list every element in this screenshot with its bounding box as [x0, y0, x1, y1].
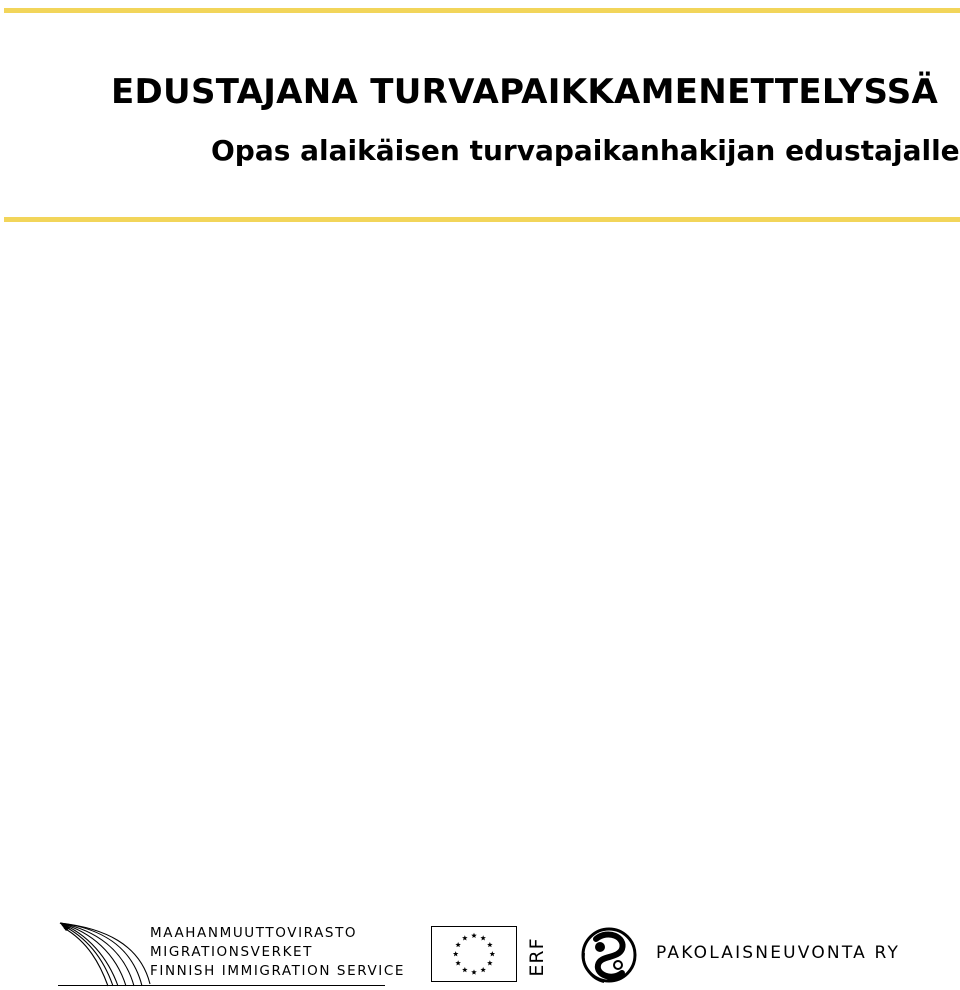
eu-star-icon	[455, 942, 461, 947]
eu-star-icon	[480, 967, 485, 972]
eu-star-icon	[471, 933, 476, 938]
migri-underline	[58, 985, 385, 986]
eu-star-icon	[480, 935, 485, 940]
erf-label	[526, 933, 548, 981]
publisher-logos	[0, 915, 960, 988]
migri-name-fi: MAAHANMUUTTOVIRASTO	[150, 925, 358, 941]
document-title: EDUSTAJANA TURVAPAIKKAMENETTELYSSÄ	[111, 72, 939, 112]
eu-star-icon	[453, 951, 458, 956]
eu-star-icon	[487, 960, 493, 965]
pakolaisneuvonta-name: PAKOLAISNEUVONTA RY	[656, 943, 901, 963]
bird-wing-icon	[58, 920, 154, 990]
eu-star-icon	[462, 967, 467, 972]
eu-star-icon	[490, 951, 495, 956]
pakolaisneuvonta-emblem-icon	[578, 925, 640, 985]
eu-star-icon	[455, 960, 461, 965]
migri-name-sv: MIGRATIONSVERKET	[150, 944, 314, 960]
erf-text: ERF	[526, 937, 548, 977]
eu-flag-icon	[431, 926, 517, 982]
header-bottom-divider	[4, 217, 960, 222]
document-subtitle: Opas alaikäisen turvapaikanhakijan edustajalle	[211, 134, 960, 167]
top-divider	[4, 8, 960, 13]
migri-name	[150, 924, 405, 981]
eu-star-icon	[462, 935, 467, 940]
migri-name-en: FINNISH IMMIGRATION SERVICE	[150, 963, 406, 979]
eu-star-icon	[471, 969, 476, 974]
eu-star-icon	[487, 942, 493, 947]
